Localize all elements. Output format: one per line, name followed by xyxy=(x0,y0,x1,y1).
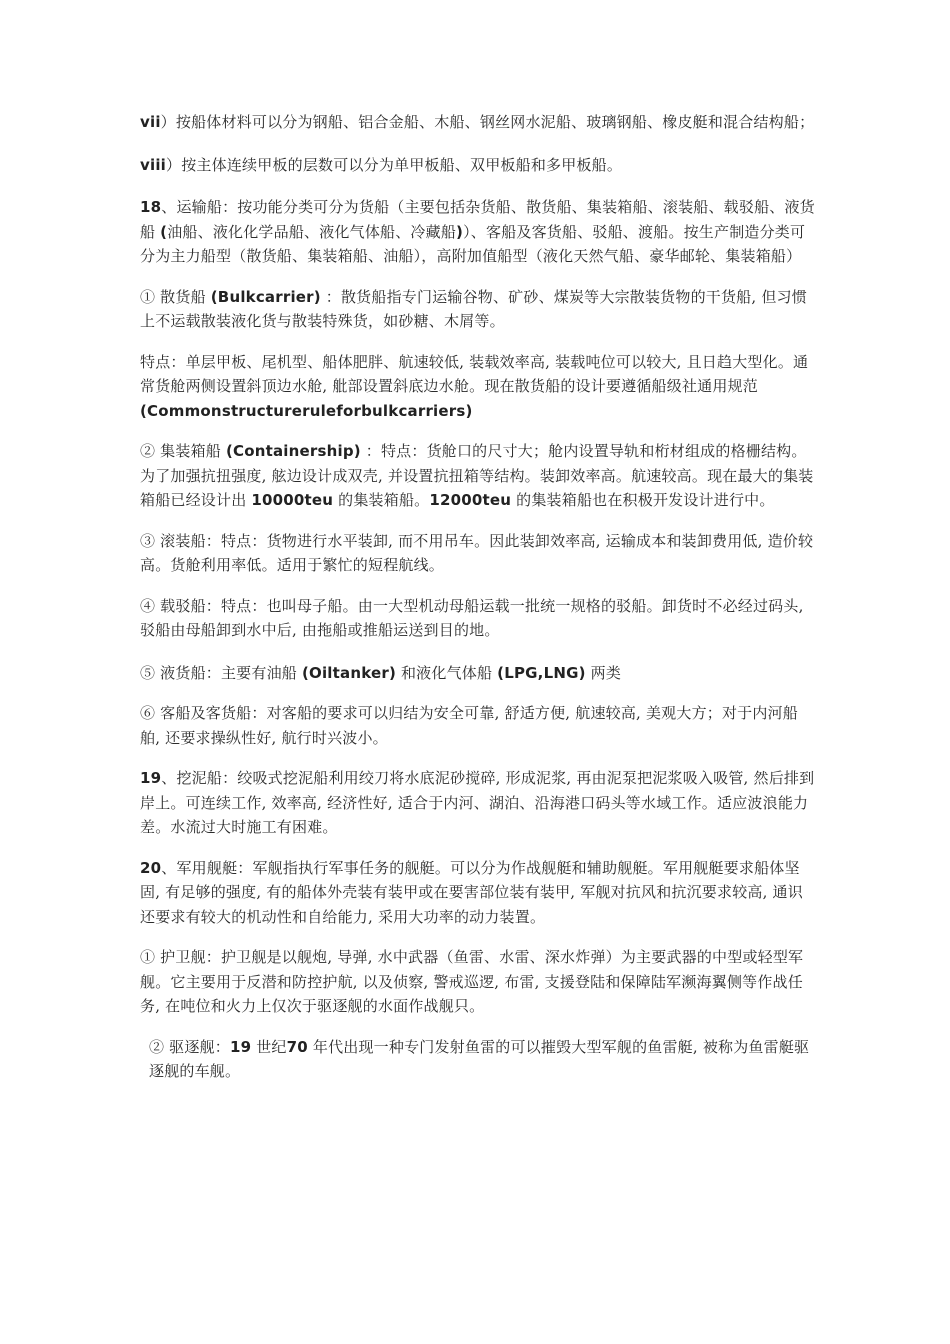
paragraph-destroyer: ② 驱逐舰：19 世纪70 年代出现一种专门发射鱼雷的可以摧毁大型军舰的鱼雷艇, 被称为鱼雷艇驱逐舰的车舰。 xyxy=(149,1037,810,1080)
paragraph-roro-ship: ③ 滚装船：特点：货物进行水平装卸, 而不用吊车。因此装卸效率高, 运输成本和装卸费用低, 造价较高。货舱利用率低。适用于繁忙的短程航线。 xyxy=(140,531,814,574)
paragraph-lash-ship: ④ 载驳船：特点：也叫母子船。由一大型机动母船运载一批统一规格的驳船。卸货时不必经过码头, 驳船由母船卸到水中后, 由拖船或推船运送到目的地。 xyxy=(140,596,804,639)
paragraph-passenger-ship: ⑥ 客船及客货船：对客船的要求可以归结为安全可靠, 舒适方便, 航速较高, 美观大方；对于内河船舶, 还要求操纵性好, 航行时兴波小。 xyxy=(140,704,798,747)
section-number: 18 xyxy=(140,198,162,216)
paragraph-18-transport-ships: 18、运输船：按功能分类可分为货船（主要包括杂货船、散货船、集装箱船、滚装船、载驳船、液货船 (油船、液化化学品船、液化气体船、冷藏船)）、客船及客货船、驳船、渡船。按生产制造分类可分为主力船型（散货船、集装箱船、油船），高附加值船型（液化天然气船、豪华邮轮、集装箱船） xyxy=(140,198,815,265)
paragraph-vii: vii）按船体材料可以分为钢船、铝合金船、木船、钢丝网水泥船、玻璃钢船、橡皮艇和混合结构船； xyxy=(140,113,815,131)
paragraph-viii: viii）按主体连续甲板的层数可以分为单甲板船、双甲板船和多甲板船。 xyxy=(140,155,623,174)
section-number: 20 xyxy=(140,858,162,877)
paragraph-liquid-cargo-ship: ⑤ 液货船：主要有油船 (Oiltanker) 和液化气体船 (LPG,LNG) 两类 xyxy=(140,663,622,682)
paragraph-bulk-carrier: ① 散货船 (Bulkcarrier) ：散货船指专门运输谷物、矿砂、煤炭等大宗散装货物的干货船, 但习惯上不运载散装液化货与散装特殊货，如砂糖、木屑等。 xyxy=(140,287,807,330)
paragraph-bulk-carrier-features: 特点：单层甲板、尾机型、船体肥胖、航速较低, 装载效率高, 装载吨位可以较大, 且日趋大型化。通常货舱两侧设置斜顶边水舱, 舭部设置斜底边水舱。现在散货船的设计要遵循船级社通用规范 (Commonstructureruleforbulkcarriers) xyxy=(140,352,809,420)
section-number: 19 xyxy=(140,769,162,787)
paragraph-container-ship: ② 集装箱船 (Containership) ：特点：货舱口的尺寸大；舱内设置导轨和桁材组成的格栅结构。为了加强抗扭强度, 舷边设计成双壳, 并设置抗扭箱等结构。装卸效率高。航速较高。现在最大的集装箱船已经设计出 10000teu 的集装箱船。12000teu 的集装箱船也在积极开发设计进行中。 xyxy=(140,442,814,509)
paragraph-19-dredger: 19、挖泥船：绞吸式挖泥船利用绞刀将水底泥砂搅碎, 形成泥浆, 再由泥泵把泥浆吸入吸管, 然后排到岸上。可连续工作, 效率高, 经济性好, 适合于内河、湖泊、沿海港口码头等水域工作。适应波浪能力差。水流过大时施工有困难。 xyxy=(140,769,815,836)
paragraph-frigate: ① 护卫舰：护卫舰是以舰炮, 导弹, 水中武器（鱼雷、水雷、深水炸弹）为主要武器的中型或轻型军舰。它主要用于反潜和防控护航, 以及侦察, 警戒巡逻, 布雷, 支援登陆和保障陆军濒海翼侧等作战任务, 在吨位和火力上仅次于驱逐舰的水面作战舰只。 xyxy=(140,948,804,1015)
paragraph-20-warships: 20、军用舰艇：军舰指执行军事任务的舰艇。可以分为作战舰艇和辅助舰艇。军用舰艇要求船体坚固, 有足够的强度, 有的船体外壳装有装甲或在要害部位装有装甲, 军舰对抗风和抗沉要求较高, 通识还要求有较大的机动性和自给能力, 采用大功率的动力装置。 xyxy=(140,858,803,926)
document-body xyxy=(140,110,816,1084)
item-number: vii xyxy=(140,113,161,131)
item-number: viii xyxy=(140,155,167,174)
